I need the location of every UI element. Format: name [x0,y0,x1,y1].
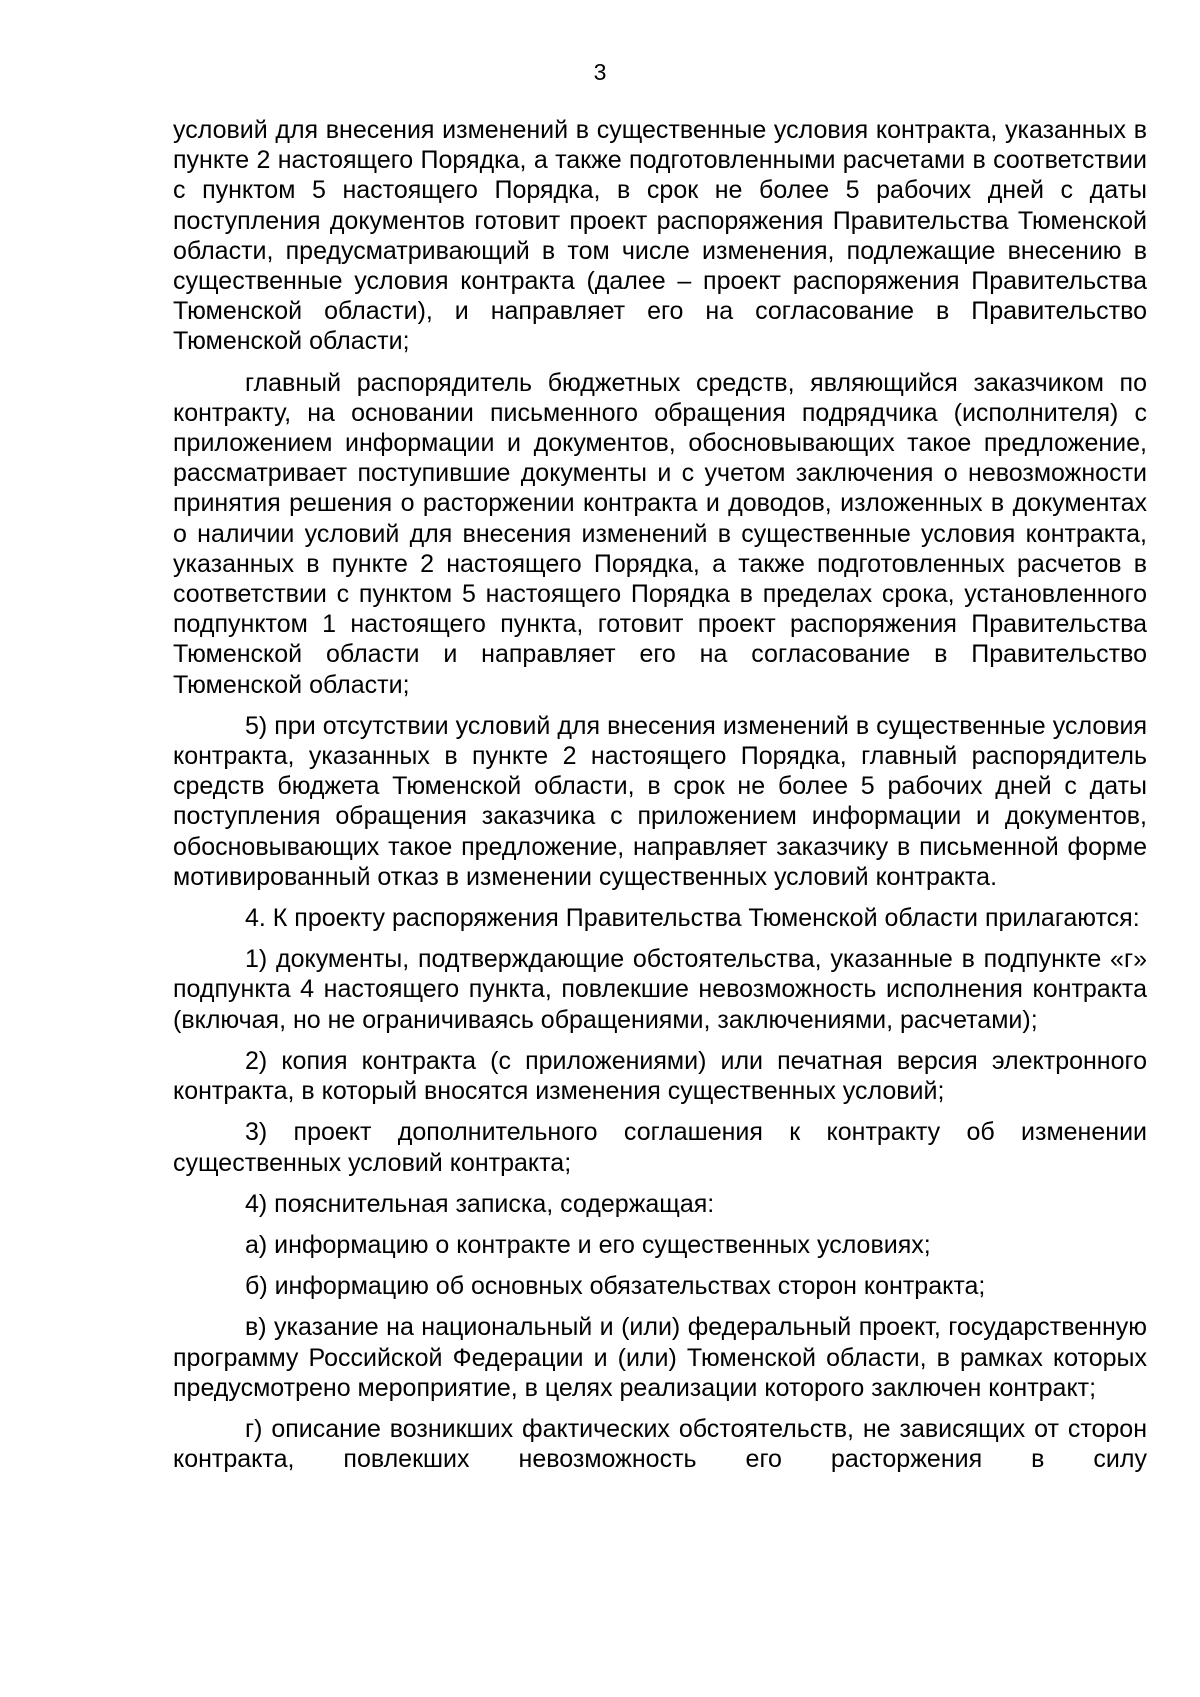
paragraph-section-4: 4. К проекту распоряжения Правительства Тюменской области прилагаются: [245,904,1140,933]
paragraph-subitem-b: б) информацию об основных обязательствах сторон контракта; [245,1272,986,1301]
paragraph-subitem-v: в) указание на национальный и (или) федеральный проект, государственную программу Российской Федерации и (или) Тюменской области, в рамках которых предусмотрено мероприятие, в целях реализации которого заключен контракт; [173,1313,1147,1402]
paragraph-chief-administrator: главный распорядитель бюджетных средств, являющийся заказчиком по контракту, на основании письменного обращения подрядчика (исполнителя) с приложением информации и документов, обосновывающих такое предложение, рассматривает поступившие документы и с учетом заключения о невозможности принятия решения о расторжении контракта и доводов, изложенных в документах о наличии условий для внесения изменений в существенные условия контракта, указанных в пункте 2 настоящего Порядка, а также подготовленных расчетов в соответствии с пунктом 5 настоящего Порядка в пределах срока, установленного подпунктом 1 настоящего пункта, готовит проект распоряжения Правительства Тюменской области и направляет его на согласование в Правительство Тюменской области; [173,368,1147,699]
paragraph-subitem-g: г) описание возникших фактических обстоятельств, не зависящих от сторон контракта, повлекших невозможность его расторжения в силу [173,1414,1147,1474]
paragraph-attachment-3: 3) проект дополнительного соглашения к контракту об изменении существенных условий контракта; [173,1118,1147,1177]
paragraph-attachment-4: 4) пояснительная записка, содержащая: [245,1189,715,1218]
page-number: 3 [593,59,607,85]
paragraph-attachment-2: 2) копия контракта (с приложениями) или печатная версия электронного контракта, в который вносятся изменения существенных условий; [173,1046,1147,1106]
paragraph-subitem-a: а) информацию о контракте и его существенных условиях; [245,1230,931,1259]
paragraph-continuation: условий для внесения изменений в существенные условия контракта, указанных в пункте 2 настоящего Порядка, а также подготовленными расчетами в соответствии с пунктом 5 настоящего Порядка, в срок не более 5 рабочих дней с даты поступления документов готовит проект распоряжения Правительства Тюменской области, предусматривающий в том числе изменения, подлежащие внесению в существенные условия контракта (далее – проект распоряжения Правительства Тюменской области), и направляет его на согласование в Правительство Тюменской области; [173,116,1147,356]
paragraph-item-5: 5) при отсутствии условий для внесения изменений в существенные условия контракта, указанных в пункте 2 настоящего Порядка, главный распорядитель средств бюджета Тюменской области, в срок не более 5 рабочих дней с даты поступления обращения заказчика с приложением информации и документов, обосновывающих такое предложение, направляет заказчику в письменной форме мотивированный отказ в изменении существенных условий контракта. [173,711,1147,891]
paragraph-attachment-1: 1) документы, подтверждающие обстоятельства, указанные в подпункте «г» подпункта 4 настоящего пункта, повлекшие невозможность исполнения контракта (включая, но не ограничиваясь обращениями, заключениями, расчетами); [173,945,1147,1034]
document-body [173,115,1147,1474]
